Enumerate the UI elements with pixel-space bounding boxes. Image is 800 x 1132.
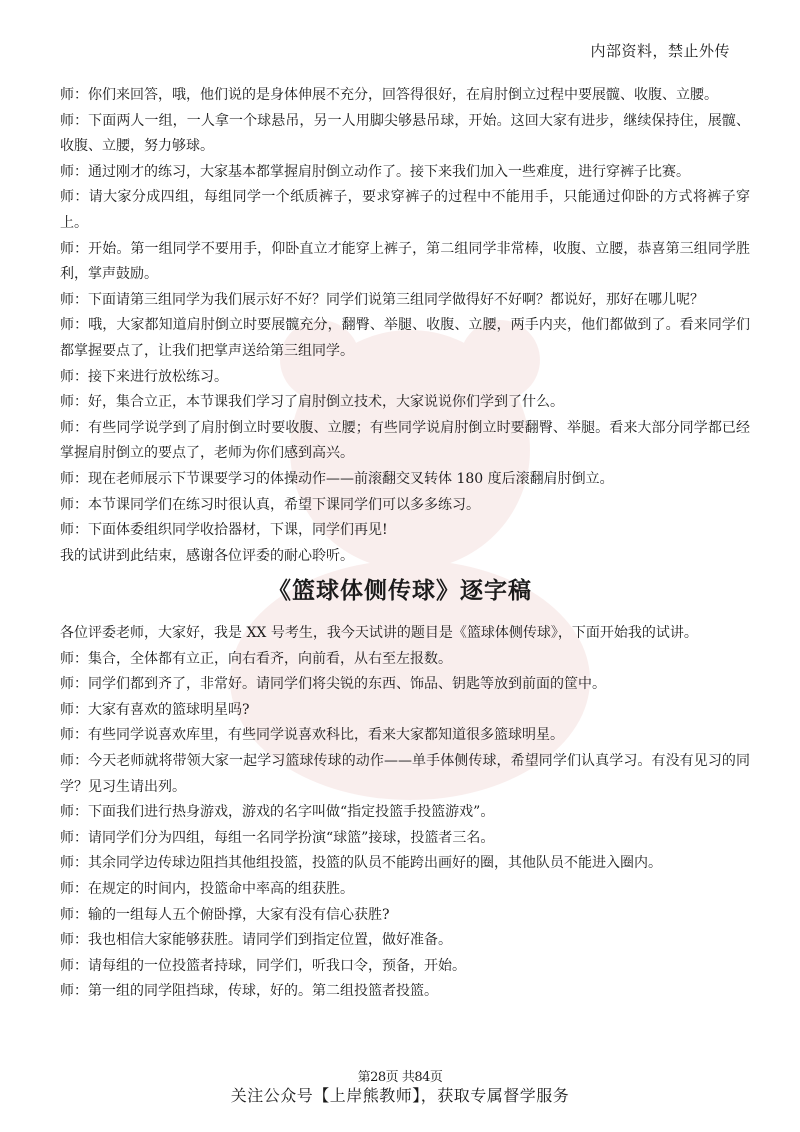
- transcript-paragraph: 师：有些同学说学到了肩肘倒立时要收腹、立腰；有些同学说肩肘倒立时要翻臀、举腿。看来大部分同学都已经掌握肩肘倒立的要点了，老师为你们感到高兴。: [60, 419, 750, 462]
- transcript-paragraph: 师：下面请第三组同学为我们展示好不好？同学们说第三组同学做得好不好啊？都说好，那好在哪儿呢？: [60, 291, 704, 308]
- document-title: 《篮球体侧传球》逐字稿: [268, 578, 532, 604]
- transcript-paragraph: 师：请同学们分为四组，每组一名同学扮演“球篮”接球，投篮者三名。: [60, 829, 495, 846]
- transcript-paragraph: 师：本节课同学们在练习时很认真，希望下课同学们可以多多练习。: [60, 496, 480, 513]
- footer-promo-text: 关注公众号【上岸熊教师】，获取专属督学服务: [230, 1086, 570, 1105]
- transcript-paragraph: 师：在规定的时间内，投篮命中率高的组获胜。: [60, 880, 354, 897]
- transcript-section-two: [60, 621, 750, 1005]
- transcript-paragraph: 师：好，集合立正，本节课我们学习了肩肘倒立技术，大家说说你们学到了什么。: [60, 394, 564, 411]
- transcript-paragraph: 师：集合，全体都有立正，向右看齐，向前看，从右至左报数。: [60, 650, 452, 667]
- transcript-paragraph: 师：开始。第一组同学不要用手，仰卧直立才能穿上裤子，第二组同学非常棒，收腹、立腰，恭喜第三组同学胜利，掌声鼓励。: [60, 240, 750, 283]
- transcript-paragraph: 师：接下来进行放松练习。: [60, 368, 228, 385]
- transcript-paragraph: 我的试讲到此结束，感谢各位评委的耐心聆听。: [60, 547, 354, 564]
- transcript-paragraph: 师：今天老师就将带领大家一起学习篮球传球的动作——单手体侧传球，希望同学们认真学习。有没有见习的同学？见习生请出列。: [60, 752, 750, 795]
- transcript-paragraph: 师：通过刚才的练习，大家基本都掌握肩肘倒立动作了。接下来我们加入一些难度，进行穿裤子比赛。: [60, 163, 690, 180]
- transcript-paragraph: 师：同学们都到齐了，非常好。请同学们将尖锐的东西、饰品、钥匙等放到前面的筐中。: [60, 676, 606, 693]
- page-number: 第28页 共84页: [357, 1070, 443, 1085]
- transcript-paragraph: 师：其余同学边传球边阻挡其他组投篮，投篮的队员不能跨出画好的圈，其他队员不能进入圈内。: [60, 855, 662, 872]
- transcript-paragraph: 师：我也相信大家能够获胜。请同学们到指定位置，做好准备。: [60, 932, 452, 949]
- transcript-paragraph: 各位评委老师，大家好，我是 XX 号考生，我今天试讲的题目是《篮球体侧传球》，下面开始我的试讲。: [60, 625, 698, 641]
- transcript-paragraph: 师：你们来回答，哦，他们说的是身体伸展不充分，回答得很好，在肩肘倒立过程中要展髋、收腹、立腰。: [60, 87, 718, 103]
- transcript-paragraph: 师：输的一组每人五个俯卧撑，大家有没有信心获胜?: [60, 906, 390, 923]
- transcript-paragraph: 师：请每组的一位投篮者持球，同学们，听我口令，预备，开始。: [60, 957, 466, 974]
- transcript-paragraph: 师：第一组的同学阻挡球，传球，好的。第二组投篮者投篮。: [60, 983, 438, 1000]
- transcript-paragraph: 师：下面体委组织同学收拾器材，下课，同学们再见!: [60, 522, 388, 539]
- transcript-paragraph: 师：下面两人一组，一人拿一个球悬吊，另一人用脚尖够悬吊球，开始。这回大家有进步，继续保持住，展髋、收腹、立腰，努力够球。: [60, 112, 750, 155]
- transcript-paragraph: 师：大家有喜欢的篮球明星吗?: [60, 701, 250, 718]
- transcript-paragraph: 师：现在老师展示下节课要学习的体操动作——前滚翻交叉转体 180 度后滚翻肩肘倒立。: [60, 470, 614, 487]
- transcript-paragraph: 师：下面我们进行热身游戏，游戏的名字叫做“指定投篮手投篮游戏”。: [60, 804, 495, 821]
- internal-use-notice: 内部资料，禁止外传: [590, 42, 730, 60]
- transcript-paragraph: 师：请大家分成四组，每组同学一个纸质裤子，要求穿裤子的过程中不能用手，只能通过仰卧的方式将裤子穿上。: [60, 189, 750, 231]
- transcript-paragraph: 师：哦，大家都知道肩肘倒立时要展髋充分，翻臀、举腿、收腹、立腰，两手内夹，他们都做到了。看来同学们都掌握要点了，让我们把掌声送给第三组同学。: [60, 317, 750, 359]
- transcript-paragraph: 师：有些同学说喜欢库里，有些同学说喜欢科比，看来大家都知道很多篮球明星。: [60, 727, 564, 744]
- transcript-section-one: [60, 83, 750, 569]
